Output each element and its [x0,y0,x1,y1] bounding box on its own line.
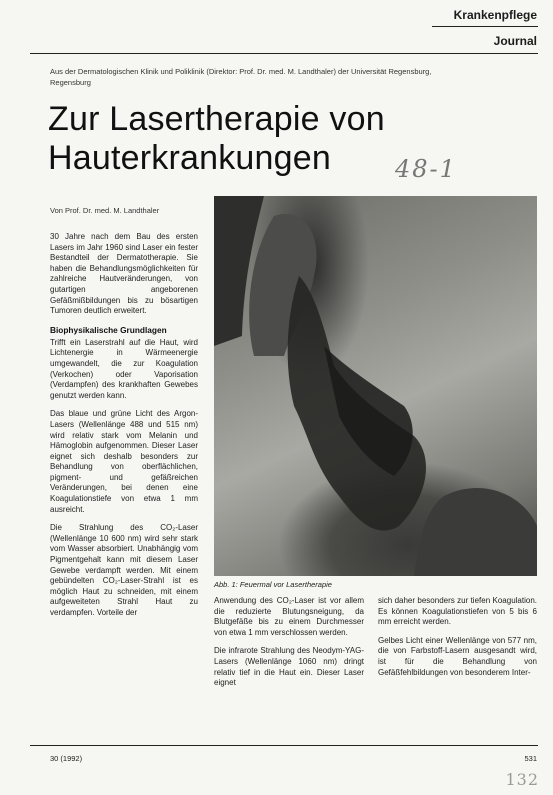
handwritten-annotation: 48-1 [395,155,457,183]
footer-rule [30,745,538,746]
affiliation: Aus der Dermatologischen Klinik und Poliklinik (Direktor: Prof. Dr. med. M. Landthaler) der Universität Regensburg, Regensburg [50,67,432,87]
author-byline: Von Prof. Dr. med. M. Landthaler [50,206,160,215]
title-line-1: Zur Lasertherapie von [48,100,385,138]
issue-year: 30 (1992) [50,754,83,763]
paragraph-co2-advantages: Anwendung des CO₂-Laser ist vor allem die reduzierte Blutungsneigung, da Blutgefäße bis zu einem Durchmesser von etwa 1 mm verschlossen werden. [214,596,364,637]
intro-paragraph: 30 Jahre nach dem Bau des ersten Lasers im Jahr 1960 sind Laser ein fester Bestandteil der Dermatotherapie. Sie haben die Behandlungsmöglichkeiten für zahlreiche Hautveränderungen, von gutartigen angeborenen Gefäßmißbildungen bis zu bösartigen Tumoren deutlich erweitert. [50,232,198,316]
column-1 [50,232,198,627]
port-wine-stain-illustration [214,196,537,576]
column-3 [378,596,537,686]
paragraph-dye-laser: Gelbes Licht einer Wellenlänge von 577 nm, die von Farbstoff-Lasern ausgesandt wird, ist für die Behandlung von Gefäßfehlbildungen von besonderem Inter- [378,635,537,677]
header-rule [432,26,538,27]
title-line-2: Hauterkrankungen [48,139,331,177]
archive-stamp: 132 [505,770,539,789]
page-number: 531 [524,754,537,763]
paragraph-argon-laser: Das blaue und grüne Licht des Argon-Lasers (Wellenlänge 488 und 515 nm) wird relativ stark vom Melanin und Hämoglobin aufgenommen. Dieser Laser eignet sich deshalb besonders zur Behandlung von oberflächlichen, pigment- und gefäßreichen Veränderungen, bei denen eine Koagulationstiefe von etwa 1 mm ausreicht. [50,409,198,514]
journal-header-krankenpflege: Krankenpflege [453,8,537,22]
paragraph-ndyag-laser: Die infrarote Strahlung des Neodym-YAG-Lasers (Wellenlänge 1060 nm) dringt relativ tief in die Haut ein. Dieser Laser eignet [214,646,364,688]
paragraph-laser-energy: Trifft ein Laserstrahl auf die Haut, wird Lichtenergie in Wärmeenergie umgewandelt, die zur Koagulation (Verkochen) oder Vaporisation (Verdampfen) des krankhaften Gewebes genutzt werden kann. [50,337,198,400]
section-heading: Biophysikalische Grundlagen [50,324,167,335]
figure-caption: Abb. 1: Feuermal vor Lasertherapie [214,580,332,589]
clinical-photo [214,196,537,576]
top-rule [30,53,538,54]
paragraph-co2-laser: Die Strahlung des CO₂-Laser (Wellenlänge 10 600 nm) wird sehr stark vom Wasser absorbiert. Unabhängig vom Pigmentgehalt kann mit diesem Laser Gewebe verdampft werden. Mit einem gebündelten CO₂-Laser-Strahl ist es möglich Haut zu schneiden, mit einem aufgeweiteten Strahl Haut zu verdampfen. Vorteile der [50,523,198,617]
paragraph-deep-coagulation: sich daher besonders zur tiefen Koagulation. Es können Koagulationstiefen von 5 bis 6 mm erreicht werden. [378,596,537,627]
article-title [48,100,448,178]
column-2 [214,596,364,697]
journal-header-journal: Journal [493,34,537,48]
